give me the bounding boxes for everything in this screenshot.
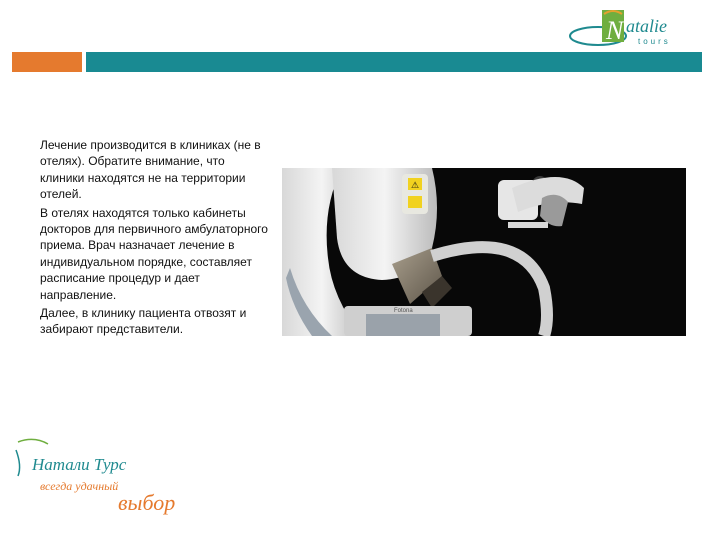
natalie-tours-logo — [568, 6, 692, 50]
clinic-info-text — [40, 137, 272, 340]
logo-name-text: atalie — [626, 16, 667, 36]
device-brand-label: Fotona — [394, 308, 413, 314]
logo-initial: N — [606, 16, 624, 45]
natalie-tours-logo-graphic — [568, 6, 692, 50]
header-accent-bar — [12, 52, 702, 72]
paragraph-treatment-location: Лечение производится в клиниках (не в отелях). Обратите внимание, что клиники находятся не на территории отелей. — [40, 138, 261, 202]
medical-laser-device-photo — [282, 168, 686, 336]
natali-tours-cyrillic-logo-graphic — [14, 436, 204, 522]
natali-tours-cyrillic-logo — [14, 436, 204, 522]
logo-sub-text: tours — [638, 37, 671, 46]
warning-label: ⚠ — [411, 180, 420, 190]
header-bar-orange — [12, 52, 82, 72]
paragraph-transport: Далее, в клинику пациента отвозят и забирают представители. — [40, 306, 247, 337]
header-bar-teal — [86, 52, 702, 72]
logo-line-2: всегда удачный — [40, 479, 119, 493]
logo-line-1: Натали Турс — [32, 455, 127, 474]
laser-device-illustration — [282, 168, 686, 336]
paragraph-hotel-doctors: В отелях находятся только кабинеты докторов для первичного амбулаторного приема. Врач назначает лечение в индивидуальном порядке, составляет расписание процедур и дает направление. — [40, 205, 268, 302]
logo-line-3: выбор — [118, 490, 176, 515]
